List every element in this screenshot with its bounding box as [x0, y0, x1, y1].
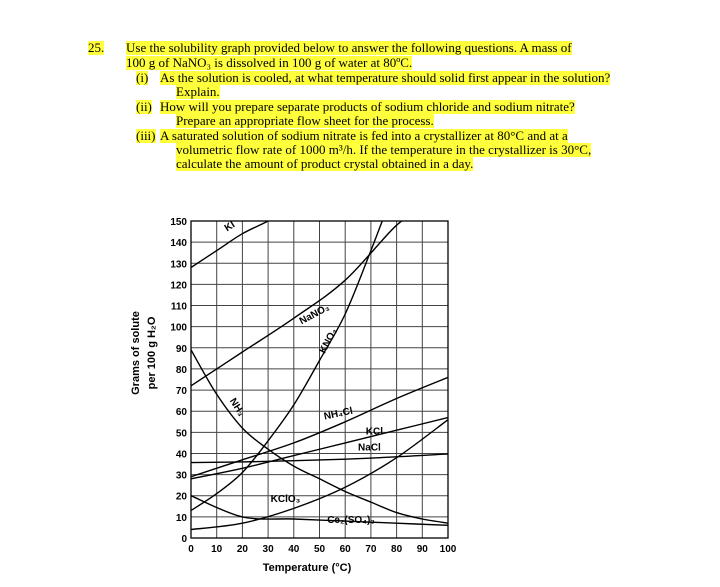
- x-tick-label: 50: [313, 544, 326, 555]
- x-tick-label: 10: [211, 544, 223, 555]
- series-label-nh4cl: NH₄Cl: [322, 405, 354, 423]
- part-i-line1: As the solution is cooled, at what temperature should solid first appear in the solution?: [160, 70, 611, 85]
- part-ii-line2: Prepare an appropriate flow sheet for the process.: [176, 113, 434, 128]
- series-label-nh3: NH₃: [227, 396, 247, 419]
- x-tick-label: 30: [262, 544, 274, 555]
- series-label-ce2so43: Ce₂(SO₄)₃: [327, 515, 375, 527]
- x-tick-label: 70: [365, 544, 377, 555]
- x-tick-label: 90: [416, 544, 428, 555]
- chart-ticks: [170, 217, 456, 555]
- y-tick-label: 80: [175, 364, 187, 376]
- x-tick-label: 60: [339, 544, 351, 555]
- y-tick-label: 60: [175, 407, 187, 419]
- question-intro-line2: 100 g of NaNO₃ is dissolved in 100 g of water at 80ºC.: [126, 55, 413, 70]
- part-iii-line3: calculate the amount of product crystal obtained in a day.: [176, 156, 474, 171]
- y-tick-label-zero: 0: [181, 534, 187, 545]
- part-i-label: (i): [136, 70, 149, 85]
- x-tick-label: 0: [188, 544, 194, 555]
- y-tick-label: 30: [175, 470, 187, 482]
- series-line-nano3: [191, 210, 422, 385]
- y-tick-label: 100: [170, 322, 187, 334]
- y-tick-label: 70: [175, 386, 187, 398]
- y-tick-label: 140: [170, 238, 187, 250]
- y-axis-label-line2: per 100 g H₂O: [146, 316, 158, 390]
- y-tick-label: 90: [175, 343, 187, 355]
- x-axis-label: Temperature (°C): [262, 562, 352, 574]
- y-tick-label: 50: [175, 428, 187, 440]
- x-tick-label: 80: [391, 544, 403, 555]
- part-ii-label: (ii): [136, 99, 152, 114]
- y-tick-label: 130: [170, 259, 187, 271]
- y-tick-label: 40: [175, 449, 187, 461]
- part-ii-line1: How will you prepare separate products of sodium chloride and sodium nitrate?: [160, 99, 575, 114]
- question-number: 25.: [88, 40, 105, 55]
- series-label-kclo3: KClO₃: [270, 494, 301, 506]
- series-label-nacl: NaCl: [358, 442, 381, 454]
- series-label-nano3: NaNO₃: [297, 302, 332, 328]
- y-tick-label: 110: [170, 301, 187, 313]
- x-tick-label: 100: [439, 544, 457, 555]
- y-tick-label: 120: [170, 280, 187, 292]
- part-iii-line1: A saturated solution of sodium nitrate is fed into a crystallizer at 80°C and at a: [160, 128, 568, 143]
- y-axis-label-line1: Grams of solute: [130, 311, 142, 395]
- question-intro-line1: Use the solubility graph provided below to answer the following questions. A mass of: [126, 40, 572, 55]
- series-label-ki: KI: [222, 219, 238, 235]
- chart-grid: [191, 221, 448, 538]
- x-tick-label: 40: [288, 544, 300, 555]
- series-label-kcl: KCl: [365, 426, 383, 438]
- x-tick-label: 20: [236, 544, 248, 555]
- part-iii-label: (iii): [136, 128, 156, 143]
- part-iii-line2: volumetric flow rate of 1000 m³/h. If the temperature in the crystallizer is 30°C,: [176, 142, 592, 157]
- y-tick-label: 20: [175, 491, 187, 503]
- y-tick-label: 10: [175, 512, 187, 524]
- series-label-kno3: KNO₃: [317, 326, 340, 356]
- y-tick-label: 150: [170, 217, 187, 228]
- part-i-line2: Explain.: [176, 84, 220, 99]
